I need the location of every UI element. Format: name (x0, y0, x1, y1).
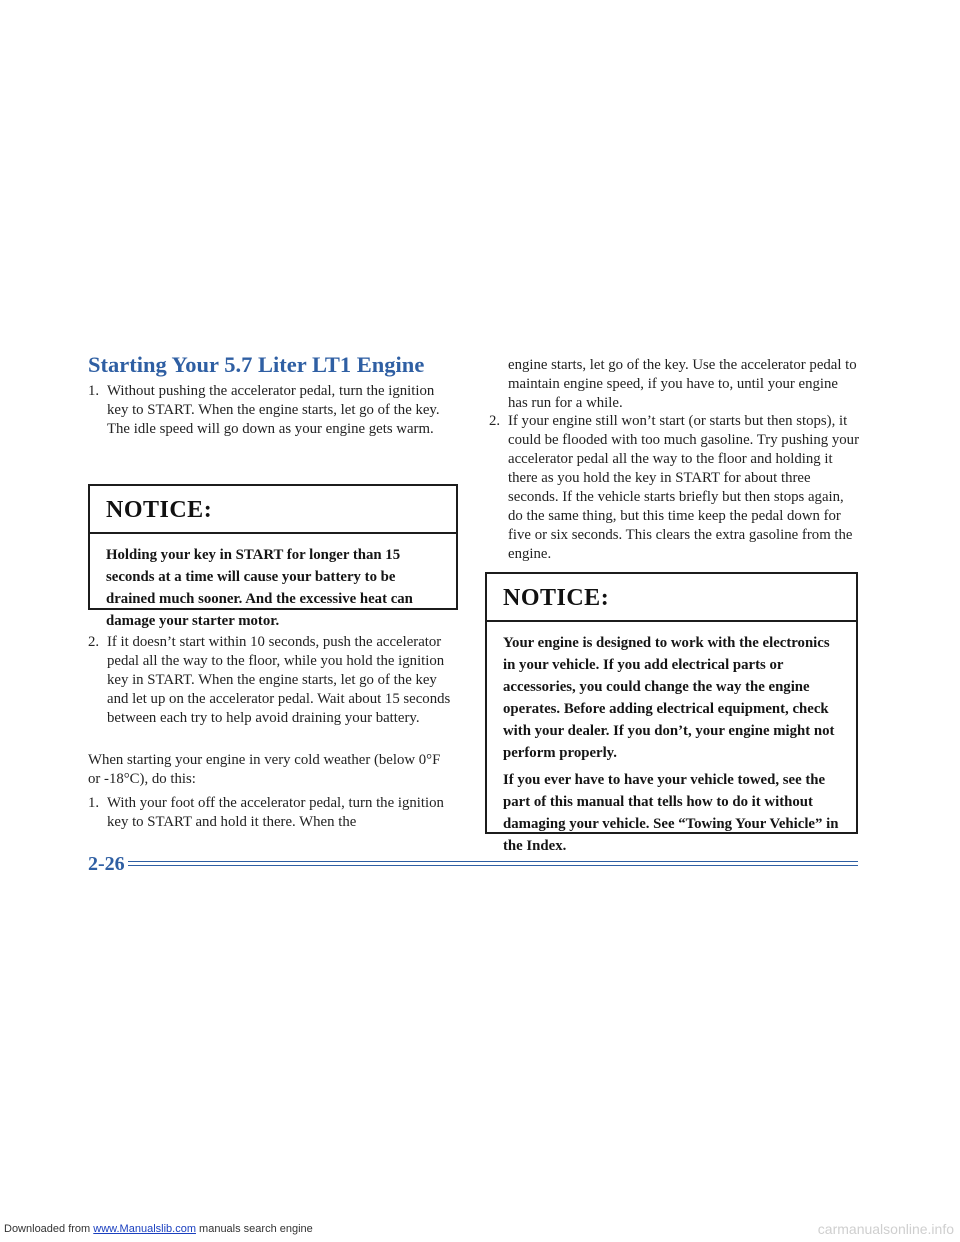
step-number: 2. (489, 413, 501, 429)
step-number: 1. (88, 383, 100, 399)
download-prefix: Downloaded from (4, 1223, 94, 1235)
notice-heading: NOTICE: (90, 486, 456, 534)
left-step-1 (88, 382, 456, 439)
notice-box-right (485, 572, 858, 854)
manualslib-link[interactable]: www.Manualslib.com (93, 1223, 196, 1235)
page-title: Starting Your 5.7 Liter LT1 Engine (88, 352, 425, 377)
footer-rule (128, 865, 858, 866)
cold-step-1 (88, 794, 456, 832)
step-text: If your engine still won’t start (or starts but then stops), it could be flooded with too much gasoline. Try pushing your accelerator pedal all the way to the floor and holding it there as you hold the key in START for about three seconds. If the vehicle starts briefly but then stops again, do the same thing, but this time keep the pedal down for five or six seconds. This clears the extra gasoline from the engine. (508, 413, 859, 562)
step-text: If it doesn’t start within 10 seconds, push the accelerator pedal all the way to the floor, while you hold the ignition key in START. When the engine starts, let go of the key and let up on the accelerator pedal. Wait about 15 seconds between each try to help avoid draining your battery. (107, 634, 451, 726)
notice-body (90, 534, 456, 642)
continued-text: engine starts, let go of the key. Use the accelerator pedal to maintain engine speed, if you have to, until your engine has run for a while. (508, 357, 857, 411)
footer-rule (128, 861, 858, 862)
notice-paragraph-1: Your engine is designed to work with the electronics in your vehicle. If you add electrical parts or accessories, you could change the way the engine operates. Before adding electrical equipment, check with your dealer. If you don’t, your engine might not perform properly. (503, 635, 835, 761)
left-step-2 (88, 633, 456, 728)
step-number: 1. (88, 795, 100, 811)
page-footer (88, 854, 858, 874)
download-suffix: manuals search engine (195, 1223, 313, 1235)
download-footer (4, 1223, 313, 1235)
notice-box-left (88, 484, 458, 629)
notice-body (487, 622, 856, 867)
page-number: 2-26 (88, 853, 125, 875)
step-text: Without pushing the accelerator pedal, turn the ignition key to START. When the engine starts, let go of the key. The idle speed will go down as your engine gets warm. (107, 383, 440, 437)
notice-heading: NOTICE: (487, 574, 856, 622)
step-number: 2. (88, 634, 100, 650)
notice-text: Holding your key in START for longer than 15 seconds at a time will cause your battery to be drained much sooner. And the excessive heat can damage your starter motor. (106, 547, 413, 629)
cold-weather-intro: When starting your engine in very cold weather (below 0°F or -18°C), do this: (88, 752, 441, 787)
notice-paragraph-2: If you ever have to have your vehicle towed, see the part of this manual that tells how to do it without damaging your vehicle. See “Towing Your Vehicle” in the Index. (503, 772, 839, 854)
right-step-2 (489, 412, 859, 564)
step-text: With your foot off the accelerator pedal, turn the ignition key to START and hold it there. When the (107, 795, 444, 830)
watermark-text: carmanualsonline.info (817, 1221, 954, 1237)
